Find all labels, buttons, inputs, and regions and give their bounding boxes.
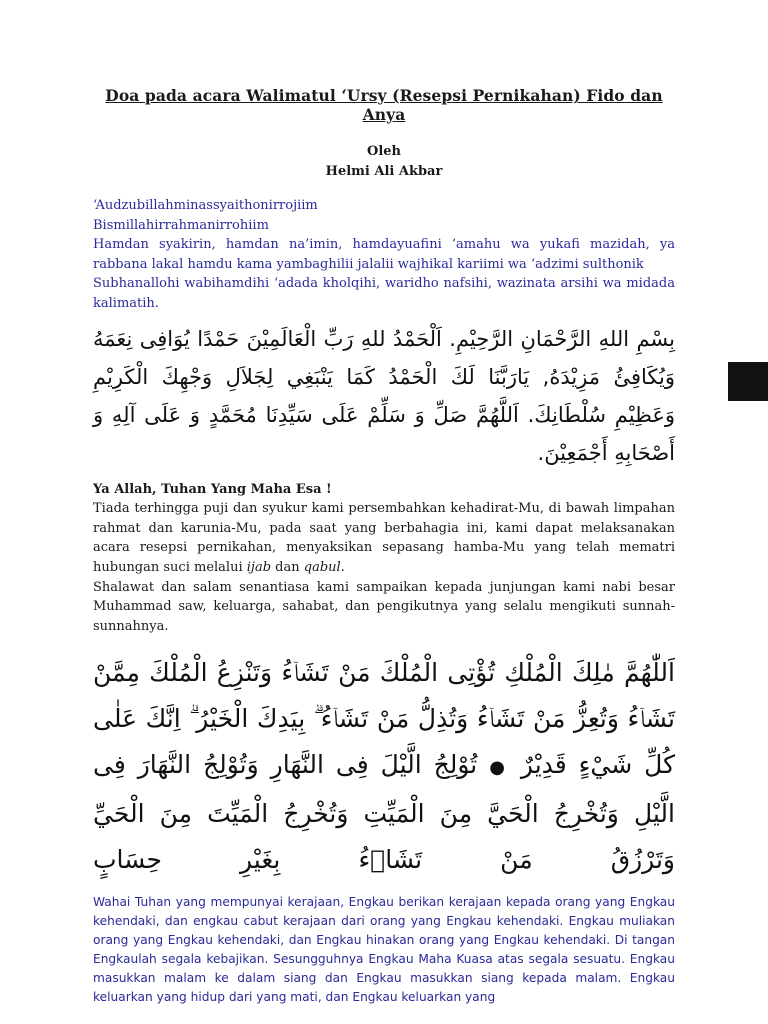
quran-verse-1: اَللّٰهُمَّ مٰلِكَ الْمُلْكِ تُؤْتِى الْمُلْكَ مَنْ تَشَاۤءُ وَتَنْزِعُ الْمُلْكَ مِمَّنْ تَشَاۤءُ وَتُعِزُّ مَنْ تَشَاۤءُ وَتُذِلُّ مَنْ تَشَاۤءُ ۗ بِيَدِكَ الْخَيْرُ ۗ اِنَّكَ عَلٰى كُلِّ شَيْءٍ قَدِيْرٌ (93, 658, 675, 780)
author-block (93, 142, 675, 182)
arabic-opening-prayer: بِسْمِ اللهِ الرَّحْمَانِ الرَّحِيْمِ. اَلْحَمْدُ للهِ رَبِّ الْعَالَمِيْنَ حَمْدًا يُوَافِى نِعَمَهُ وَيُكَافِئُ مَزِيْدَهُ, يَارَبَّنَا لَكَ الْحَمْدُ كَمَا يَنْبَغِي لِجَلاَلِ وَجْهِكَ الْكَرِيْمِ وَعَظِيْمِ سُلْطَانِكَ. اَللَّهُمَّ صَلِّ وَ سَلِّمْ عَلَى سَيِّدِنَا مُحَمَّدٍ وَ عَلَى آلِهِ وَ أَصْحَابِهِ أَجْمَعِيْنَ. (93, 326, 675, 465)
subhanallah-paragraph: Subhanallohi wabihamdihi ‘adada kholqihi, waridho nafsihi, wazinata arsihi wa midada kalimatih. (93, 276, 675, 311)
taawudz-line: ‘Audzubillahminassyaithonirrojiim (93, 198, 318, 213)
document-title: Doa pada acara Walimatul ‘Ursy (Resepsi Pernikahan) Fido dan Anya (105, 86, 663, 124)
quran-verse-2: تُوْلِجُ الَّيْلَ فِى النَّهَارِ وَتُوْلِجُ النَّهَارَ فِى الَّيْلِ وَتُخْرِجُ الْحَيَّ مِنَ الْمَيِّتِ وَتُخْرِجُ الْمَيِّتَ مِنَ الْحَيِّ وَتَرْزُقُ مَنْ تَشَاۤءُ بِغَيْرِ حِسَابٍ (93, 750, 675, 875)
ijab-term: ijab (246, 559, 272, 575)
qabul-term: qabul (303, 559, 341, 575)
body-paragraph-2: Shalawat dan salam senantiasa kami sampaikan kepada junjungan kami nabi besar Muhammad saw, keluarga, sahabat, dan pengikutnya yang selalu mengikuti sunnah-sunnahnya. (93, 579, 675, 634)
verse-translation: Wahai Tuhan yang mempunyai kerajaan, Engkau berikan kerajaan kepada orang yang Engkau kehendaki, dan engkau cabut kerajaan dari orang yang Engkau kehendaki. Engkau muliakan orang yang Engkau kehendaki, dan Engkau hinakan orang yang Engkau kehendaki. Di tangan Engkaulah segala kebajikan. Sesungguhnya Engkau Maha Kuasa atas segala sesuatu. Engkau masukkan malam ke dalam siang dan Engkau masukkan siang kepada malam. Engkau keluarkan yang hidup dari yang mati, dan Engkau keluarkan yang (93, 895, 675, 1005)
author-name: Helmi Ali Akbar (325, 164, 443, 179)
opening-block (93, 196, 675, 314)
dan-text: dan (271, 559, 304, 575)
quran-verse-block (93, 650, 675, 883)
hamdan-paragraph: Hamdan syakirin, hamdan na’imin, hamdayuafini ‘amahu wa yukafi mazidah, ya rabbana lakal hamdu kama yambaghilii jalalii wajhikal kariimi wa ‘adzimi sulthonik (93, 237, 675, 272)
basmalah-line: Bismillahirrahmanirrohiim (93, 217, 269, 233)
section-heading: Ya Allah, Tuhan Yang Maha Esa ! (93, 481, 332, 497)
body-paragraph-1 (93, 499, 675, 577)
document-page (93, 86, 675, 1007)
body-1-text: Tiada terhingga puji dan syukur kami persembahkan kehadirat-Mu, di bawah limpahan rahmat dan karunia-Mu, pada saat yang berbahagia ini, kami dapat melaksanakan acara resepsi pernikahan, menyaksikan sepasang hamba-Mu yang telah mematri hubungan suci melalui (93, 501, 675, 575)
by-label: Oleh (367, 144, 401, 159)
body-1-end: . (340, 559, 345, 575)
scroll-side-tab[interactable] (728, 362, 768, 401)
verse-bullet-icon: ● (489, 757, 509, 779)
